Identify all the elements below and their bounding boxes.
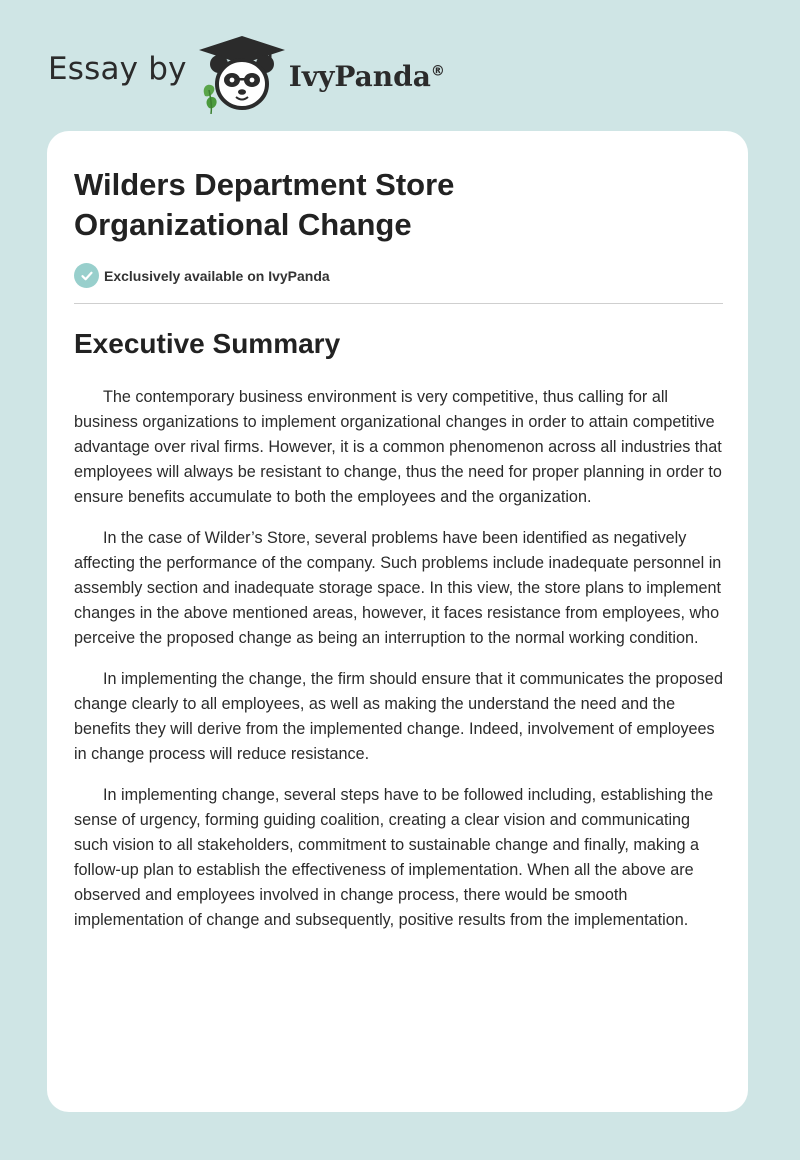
divider — [74, 303, 723, 304]
panda-graduate-logo-icon — [197, 34, 287, 114]
essay-title — [74, 165, 714, 245]
check-circle-icon — [74, 263, 99, 288]
brand-prefix: Essay by — [48, 51, 187, 87]
section-heading: Executive Summary — [74, 328, 341, 359]
paragraph: The contemporary business environment is very competitive, thus calling for all business organizations to implement organizational changes in order to attain competitive advantage over rival firms. However, it is a common phenomenon across all industries that employees will always be resistant to change, thus the need for proper planning in order to ensure benefits accumulate to both the employees and the organization. — [74, 388, 722, 506]
brand-header — [48, 34, 445, 114]
exclusive-badge — [74, 263, 330, 288]
registered-mark: ® — [430, 63, 445, 80]
paragraph: In implementing the change, the firm should ensure that it communicates the proposed change clearly to all employees, as well as making the understand the need and the benefits they will derive from the implemented change. Indeed, involvement of employees in change process will reduce resistance. — [74, 670, 723, 763]
essay-title-line: Wilders Department Store — [74, 167, 455, 202]
paragraph: In implementing change, several steps have to be followed including, establishing the sense of urgency, forming guiding coalition, creating a clear vision and communicating such vision to all stakeholders, commitment to sustainable change and finally, making a follow-up plan to establish the effectiveness of implementation. When all the above are observed and employees involved in change process, there would be smooth implementation of change and subsequently, positive results from the implementation. — [74, 786, 714, 929]
essay-title-line: Organizational Change — [74, 207, 412, 242]
paragraph: In the case of Wilder’s Store, several problems have been identified as negatively affecting the performance of the company. Such problems include inadequate personnel in assembly section and inadequate storage space. In this view, the store plans to implement changes in the above mentioned areas, however, it faces resistance from employees, who perceive the proposed change as being an interruption to the normal working condition. — [74, 529, 722, 647]
essay-card — [47, 131, 748, 1112]
brand-name: IvyPanda® — [288, 59, 445, 93]
essay-body — [74, 385, 728, 949]
exclusive-badge-text: Exclusively available on IvyPanda — [104, 267, 330, 284]
